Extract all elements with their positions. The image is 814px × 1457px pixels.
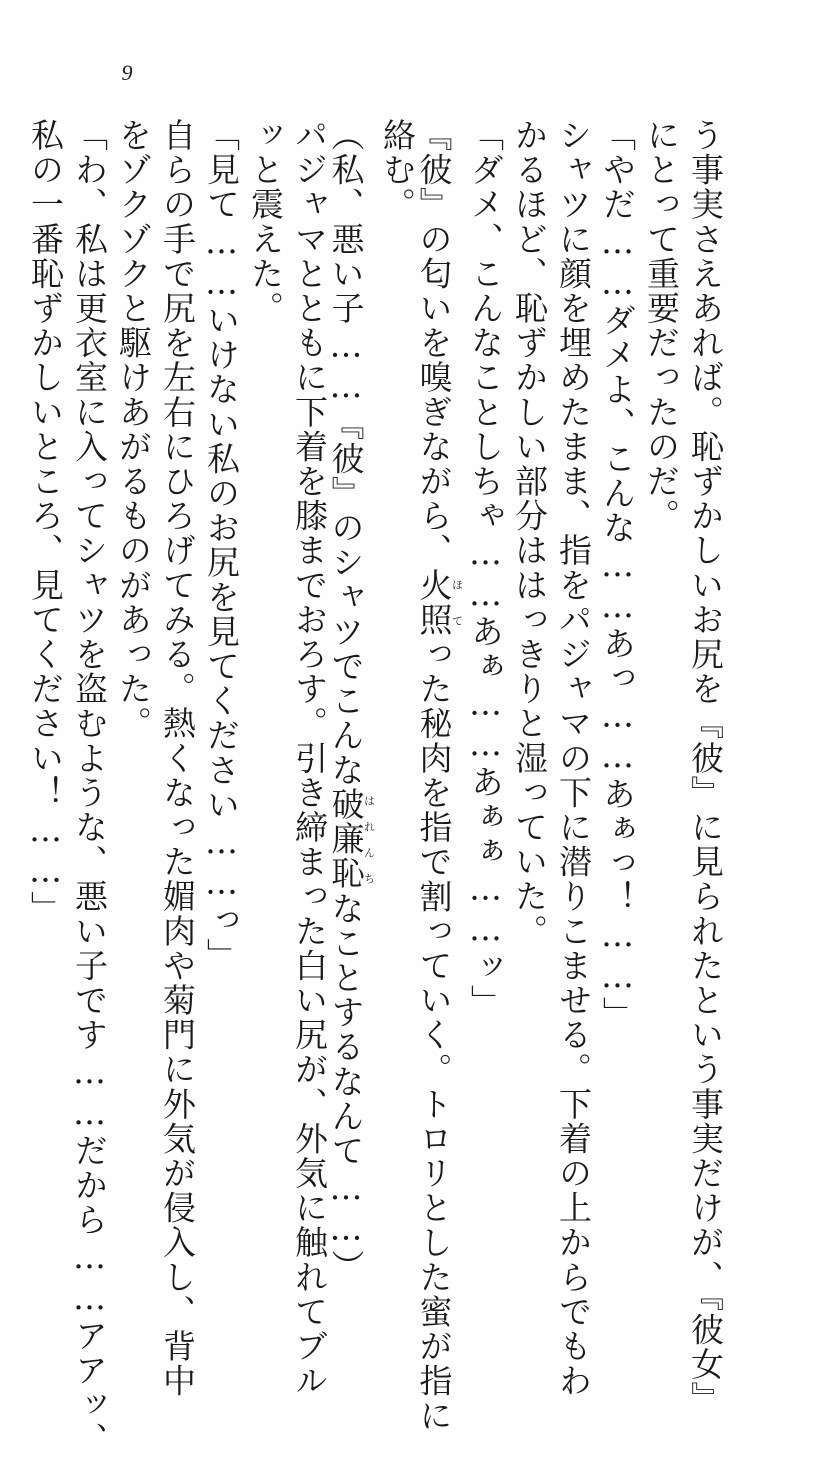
furigana-reading: はれんち: [362, 787, 376, 892]
text-line-4: シャツに顔を埋めたまま、指をパジャマの下に潜りこませる。下着の上からでもわ: [554, 118, 593, 1399]
text-line-5: かるほど、恥ずかしい部分ははっきりと湿っていた。: [510, 118, 549, 949]
page-number: 9: [121, 60, 133, 85]
text-line-2: にとって重要だったのだ。: [642, 118, 681, 534]
text-line-12: 「見て……いけない私のお尻を見てください……っ」: [202, 118, 241, 973]
text-line-14: をゾクゾクと駆けあがるものがあった。: [114, 118, 153, 741]
furigana-reading: ほて: [450, 567, 464, 638]
text-line-15: 「わ、私は更衣室に入ってシャツを盗むような、悪い子です……だから……アアッ、: [70, 118, 109, 1457]
text-line-7: 『彼』の匂いを嗅ぎながら、火照ほてった秘肉を指で割っていく。トロリとした蜜が指に: [414, 118, 464, 1433]
text-line-1: う事実さえあれば。恥ずかしいお尻を『彼』に見られたという事実だけが、『彼女』: [686, 118, 725, 1417]
text-line-13: 自らの手で尻を左右にひろげてみる。熱くなった媚肉や菊門に外気が侵入し、背中: [158, 118, 197, 1399]
text-line-9: （私、悪い子……『彼』のシャツでこんな破廉恥はれんちなことするなんて……）: [326, 118, 376, 1284]
text-line-11: ッと震えた。: [246, 118, 285, 326]
furigana-word: 破廉恥はれんち: [326, 787, 376, 892]
text-line-16: 私の一番恥ずかしいところ、見てください！……」: [26, 118, 65, 926]
text-line-10: パジャマとともに下着を膝までおろす。引き締まった白い尻が、外気に触れてブル: [290, 118, 329, 1399]
text-line-6: 「ダメ、こんなことしちゃ……あぁ……あぁぁ……ッ」: [466, 118, 505, 1019]
furigana-word: 火照ほて: [414, 567, 464, 638]
text-line-3: 「やだ……ダメよ、こんな……あっ……あぁっ！……」: [598, 118, 637, 1031]
text-line-8: 絡む。: [378, 118, 417, 222]
